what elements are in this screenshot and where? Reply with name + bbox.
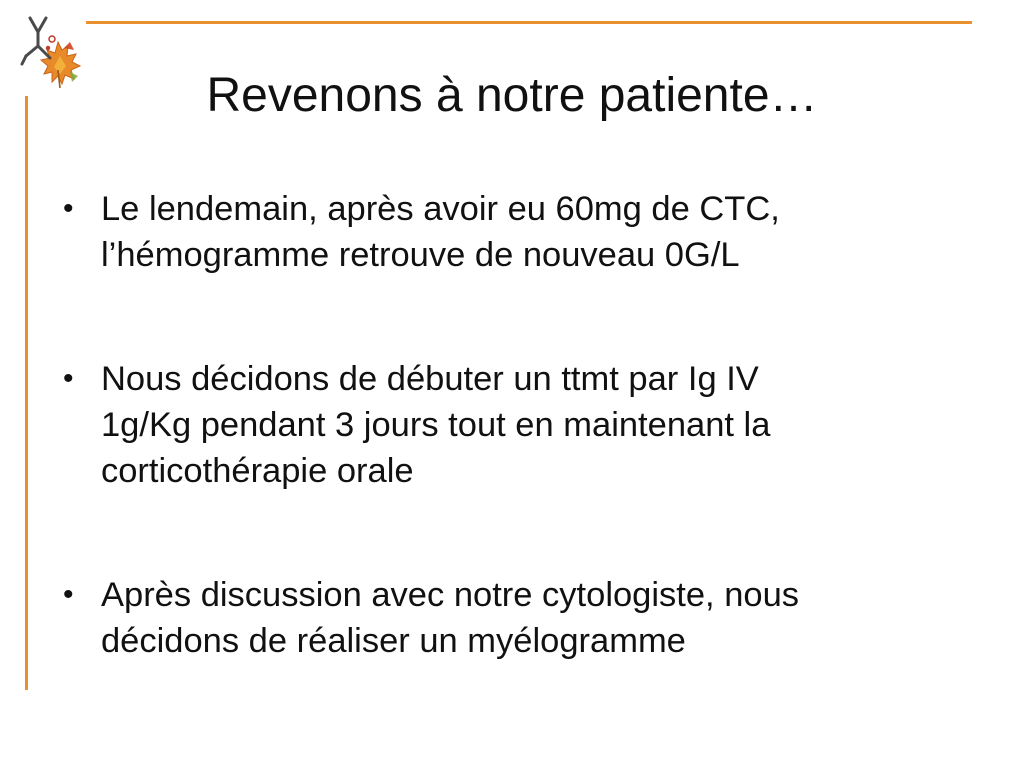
bullet-line: corticothérapie orale bbox=[101, 452, 414, 490]
bullet-line: l’hémogramme retrouve de nouveau 0G/L bbox=[101, 236, 740, 274]
bullet-item bbox=[60, 356, 960, 494]
bullet-item bbox=[60, 186, 960, 278]
bullet-line: Après discussion avec notre cytologiste, nous bbox=[101, 576, 800, 614]
bullet-text bbox=[101, 186, 960, 278]
bullet-dot-icon: • bbox=[63, 578, 74, 611]
bullet-line: Nous décidons de débuter un ttmt par Ig IV bbox=[101, 360, 759, 398]
slide-title: Revenons à notre patiente… bbox=[206, 69, 818, 122]
bullet-line: 1g/Kg pendant 3 jours tout en maintenant la bbox=[101, 406, 771, 444]
bullet-item bbox=[60, 572, 960, 664]
bullet-list bbox=[60, 186, 960, 664]
top-accent-rule bbox=[86, 21, 972, 24]
bullet-text bbox=[101, 572, 960, 664]
left-accent-rule bbox=[25, 96, 28, 690]
antigen-dot-icon bbox=[49, 36, 55, 42]
bullet-dot-icon: • bbox=[63, 192, 74, 225]
bullet-dot-icon: • bbox=[63, 362, 74, 395]
bullet-line: Le lendemain, après avoir eu 60mg de CTC, bbox=[101, 190, 780, 228]
bullet-line: décidons de réaliser un myélogramme bbox=[101, 622, 686, 660]
bullet-text bbox=[101, 356, 960, 494]
antigen-dot-icon bbox=[46, 46, 50, 50]
antibody-icon bbox=[22, 18, 50, 64]
